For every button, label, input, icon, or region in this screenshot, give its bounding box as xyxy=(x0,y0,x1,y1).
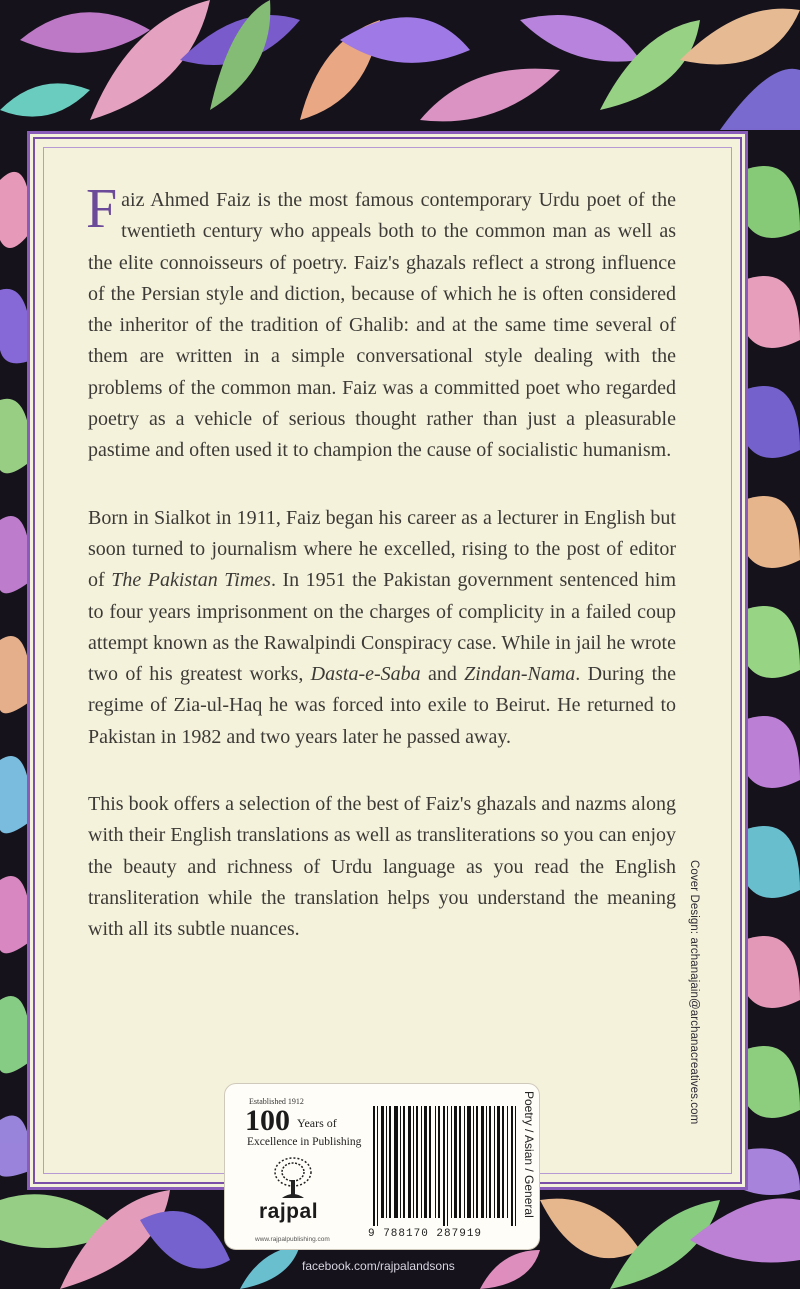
paragraph-1 xyxy=(86,178,676,467)
publisher-website: www.rajpalpublishing.com xyxy=(255,1236,330,1243)
tree-logo-icon xyxy=(272,1156,314,1200)
book-category: Poetry / Asian / General xyxy=(522,1091,536,1218)
paragraph-2-text-c: and xyxy=(420,663,465,686)
drop-cap: F xyxy=(86,178,118,240)
excellence-text: Excellence in Publishing xyxy=(247,1136,362,1148)
years-of-text: Years of xyxy=(297,1116,337,1130)
publisher-box xyxy=(224,1083,540,1250)
paragraph-2 xyxy=(88,503,676,753)
cover-design-credit: Cover Design: archanajain@archanacreatives.com xyxy=(688,860,700,1125)
isbn-barcode xyxy=(369,1106,529,1226)
hundred-years-number: 100 xyxy=(245,1104,290,1137)
paragraph-2-text-d: . During the regime of Zia-ul-Haq he was forced into exile to Beirut. He returned to Pakistan in 1982 and two years later he passed away. xyxy=(88,663,677,748)
text-panel xyxy=(33,137,742,1184)
facebook-link[interactable]: facebook.com/rajpalandsons xyxy=(302,1259,455,1273)
paragraph-2-text-a: Born in Sialkot in 1911, Faiz began his career as a lecturer in English but soon turned to journalism where he excelled, rising to the post of editor of xyxy=(88,506,676,592)
paragraph-2-text-b: . In 1951 the Pakistan government sentenced him to four years imprisonment on the charges of complicity in a failed coup attempt known as the Rawalpindi Conspiracy case. While in jail he wrote two of his greatest works, xyxy=(88,569,677,686)
newspaper-title: The Pakistan Times xyxy=(111,569,271,592)
paragraph-1-text: aiz Ahmed Faiz is the most famous contemporary Urdu poet of the twentieth century who appeals both to the common man as well as the elite connoisseurs of poetry. Faiz's ghazals reflect a strong influence of the Persian style and diction, because of which he is often considered the inheritor of the tradition of Ghalib: and at the same time several of them are written in a simple conversational style dealing with the problems of the common man. Faiz was a committed poet who regarded poetry as a vehicle of serious thought rather than just a pleasurable pastime and often used it to champion the cause of socialistic humanism. xyxy=(88,189,676,462)
established-text: Established 1912 xyxy=(249,1097,304,1106)
paragraph-3: This book offers a selection of the best of Faiz's ghazals and nazms along with their English translations as well as transliterations so you can enjoy the beauty and richness of Urdu language as you read the English transliteration while the translation helps you understand the meaning with all its subtle nuances. xyxy=(88,793,676,941)
publisher-name: rajpal xyxy=(259,1200,319,1223)
work-title-2: Zindan-Nama xyxy=(464,663,576,686)
work-title-1: Dasta-e-Saba xyxy=(310,663,421,686)
isbn-digits: 9 788170 287919 xyxy=(368,1228,483,1240)
blurb-text xyxy=(86,178,677,982)
